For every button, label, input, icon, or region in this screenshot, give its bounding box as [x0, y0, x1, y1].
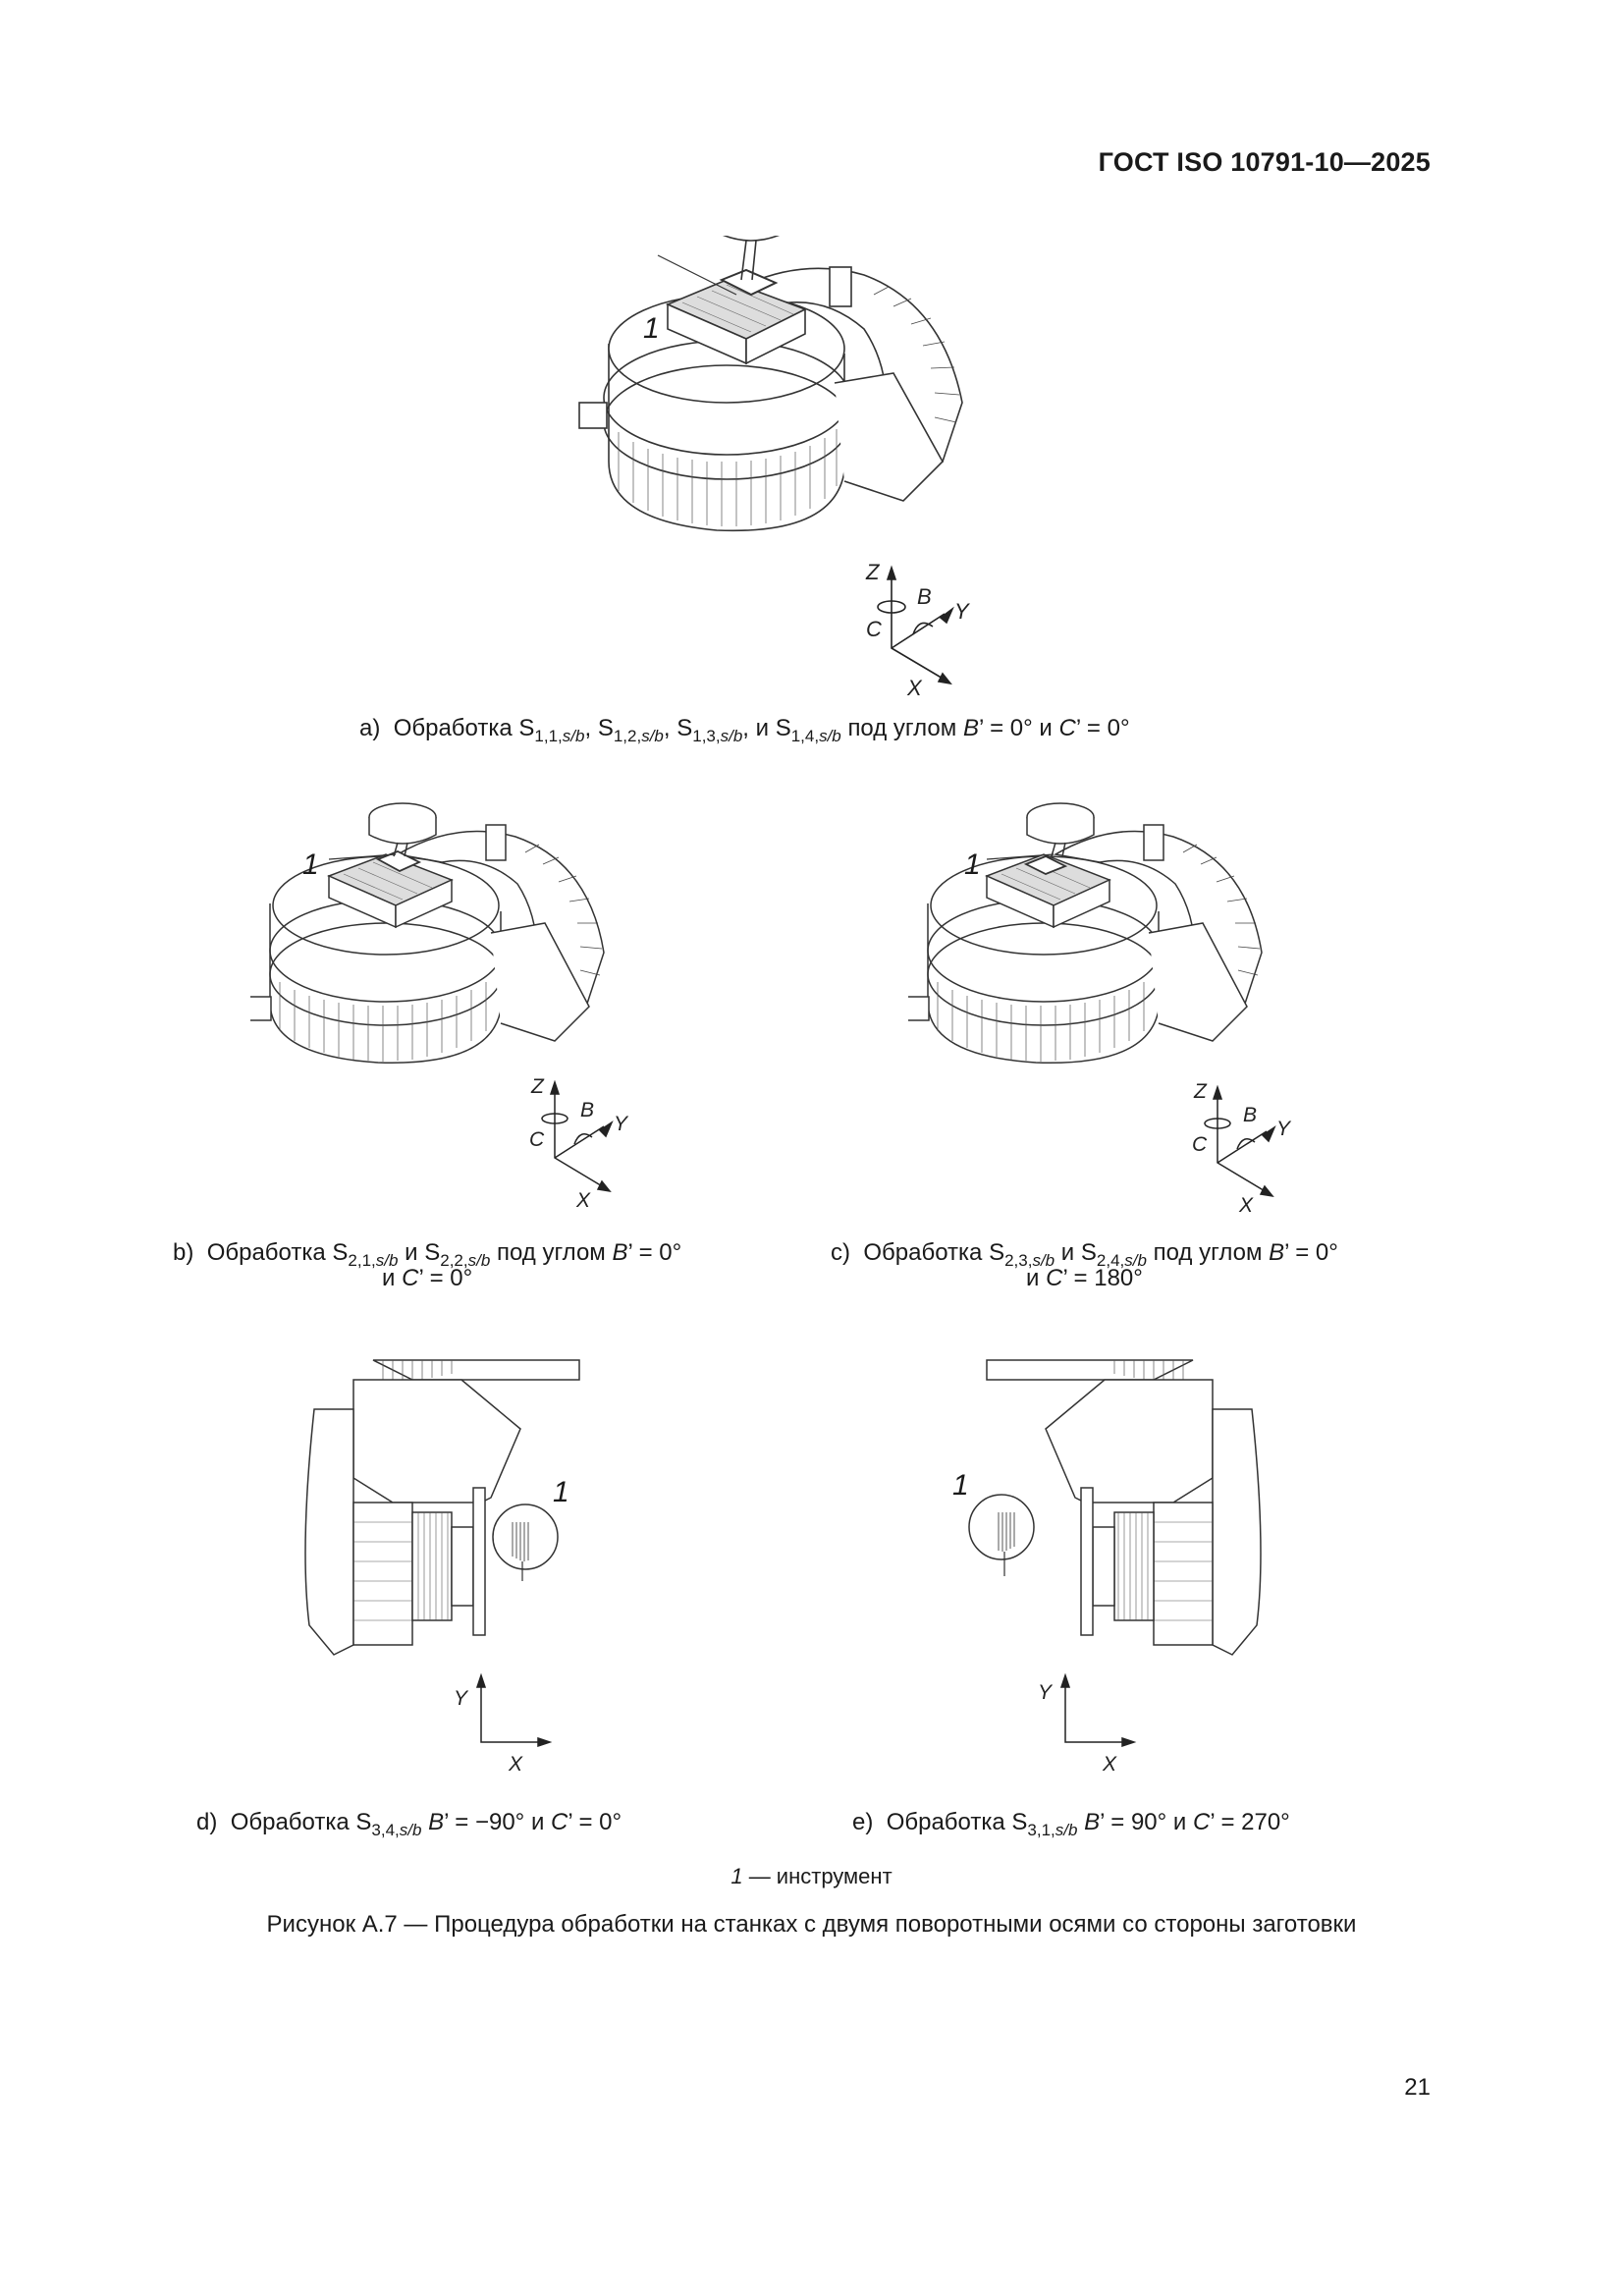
figure-d-axis-x-label: X — [509, 1753, 523, 1776]
caption-c-value: ’ = 0° — [1075, 715, 1130, 741]
caption-subscript-italic: s/b — [641, 727, 664, 745]
figure-c-tool-label: 1 — [964, 848, 981, 881]
caption-subscript: 1,2, — [613, 727, 642, 745]
figure-b-axis-x-label: X — [576, 1189, 591, 1212]
figure-b-caption — [173, 1239, 681, 1292]
caption-c-variable: C — [1046, 1265, 1063, 1291]
caption-subscript-italic: s/b — [1032, 1251, 1055, 1270]
caption-b-variable: B — [962, 715, 979, 741]
figure-d-axis-y-label: Y — [454, 1687, 468, 1710]
caption-symbol: S — [597, 715, 614, 741]
caption-c-variable: C — [1193, 1809, 1211, 1835]
caption-subscript-italic: s/b — [1055, 1821, 1078, 1839]
figure-a-axis-z-label: Z — [866, 560, 880, 584]
caption-subscript: 2,4, — [1096, 1251, 1125, 1270]
caption-subscript-italic: s/b — [1124, 1251, 1147, 1270]
caption-conjunction: и — [530, 1809, 545, 1835]
caption-symbol: S — [775, 715, 791, 741]
figure-c-axis-x-label: X — [1239, 1194, 1254, 1217]
caption-subscript: 2,1, — [348, 1251, 376, 1270]
caption-conjunction: и — [405, 1239, 418, 1266]
caption-prefix: d) — [196, 1809, 218, 1835]
figure-title: Рисунок А.7 — Процедура обработки на станках с двумя поворотными осями со стороны заготовки — [266, 1911, 1357, 1938]
figure-a-axis-x-label: X — [907, 676, 922, 700]
caption-text: Обработка — [863, 1239, 983, 1266]
caption-b-value: ’ = 0° — [1284, 1239, 1338, 1266]
caption-c-value: ’ = 180° — [1062, 1265, 1143, 1291]
caption-subscript-italic: s/b — [562, 727, 585, 745]
caption-subscript: 2,3, — [1004, 1251, 1033, 1270]
caption-b-value: ’ = 0° — [978, 715, 1033, 741]
caption-conjunction: и — [1172, 1809, 1187, 1835]
caption-conjunction: и — [1060, 1239, 1075, 1266]
caption-subscript-italic: s/b — [399, 1821, 422, 1839]
figure-a-caption — [359, 715, 1130, 745]
caption-b-variable: B — [612, 1239, 628, 1266]
caption-symbol: S — [518, 715, 535, 741]
figure-c-caption — [831, 1239, 1338, 1292]
legend-text: — инструмент — [742, 1864, 893, 1888]
caption-text: Обработка — [230, 1809, 350, 1835]
caption-subscript: 2,2, — [440, 1251, 468, 1270]
caption-c-value: ’ = 0° — [418, 1265, 473, 1291]
figure-a-axis-triad — [856, 560, 974, 707]
figure-b-axis-c-label: C — [529, 1128, 545, 1151]
figure-b-axis-b-label: B — [580, 1099, 595, 1121]
legend-number: 1 — [730, 1864, 743, 1888]
caption-conjunction: и — [1039, 715, 1053, 741]
document-header: ГОСТ ISO 10791-10—2025 — [1098, 147, 1431, 177]
figure-b-axis-triad — [523, 1075, 631, 1213]
figure-b-axis-y-label: Y — [614, 1113, 628, 1135]
caption-text: Обработка — [886, 1809, 1005, 1835]
figure-b-tool-label: 1 — [302, 848, 319, 881]
caption-subscript: 3,4, — [371, 1821, 400, 1839]
caption-separator: , и — [742, 715, 770, 741]
figure-e-machine-drawing — [957, 1350, 1271, 1684]
figure-c-axis-c-label: C — [1192, 1133, 1208, 1156]
figure-c-axis-y-label: Y — [1276, 1118, 1291, 1140]
figure-a-axis-y-label: Y — [954, 599, 969, 624]
caption-c-value: ’ = 270° — [1210, 1809, 1290, 1835]
figure-d-axis-pair — [452, 1669, 569, 1777]
caption-subscript: 1,3, — [692, 727, 721, 745]
figure-e-axis-x-label: X — [1103, 1753, 1117, 1776]
figure-c-axis-triad — [1186, 1080, 1294, 1218]
caption-b-variable: B — [428, 1809, 445, 1835]
caption-conjunction: и — [1026, 1265, 1040, 1291]
caption-separator: , — [584, 715, 592, 741]
caption-symbol: S — [355, 1809, 372, 1835]
caption-conjunction: и — [382, 1265, 396, 1291]
figure-a-tool-label: 1 — [643, 312, 660, 345]
caption-subscript-italic: s/b — [467, 1251, 491, 1270]
caption-second-line — [831, 1265, 1338, 1292]
caption-b-value: ’ = 90° — [1100, 1809, 1167, 1835]
figure-e-axis-y-label: Y — [1038, 1681, 1053, 1704]
caption-subscript-italic: s/b — [375, 1251, 399, 1270]
caption-subscript: 3,1, — [1027, 1821, 1055, 1839]
caption-prefix: c) — [831, 1239, 850, 1266]
caption-angle-text: под углом — [496, 1239, 606, 1266]
caption-b-value: ’ = 0° — [627, 1239, 682, 1266]
figure-e-axis-pair — [1036, 1669, 1154, 1777]
figure-b-axis-z-label: Z — [531, 1075, 544, 1098]
caption-subscript-italic: s/b — [819, 727, 841, 745]
caption-c-variable: C — [1058, 715, 1076, 741]
caption-b-variable: B — [1084, 1809, 1101, 1835]
caption-symbol: S — [989, 1239, 1005, 1266]
caption-c-value: ’ = 0° — [568, 1809, 622, 1835]
figure-d-caption — [196, 1809, 622, 1839]
page-number: 21 — [1404, 2074, 1431, 2101]
caption-prefix: а) — [359, 715, 381, 741]
caption-symbol: S — [424, 1239, 441, 1266]
caption-subscript-italic: s/b — [720, 727, 743, 745]
figure-c-axis-z-label: Z — [1194, 1080, 1207, 1103]
caption-text: Обработка — [206, 1239, 326, 1266]
caption-angle-text: под углом — [1153, 1239, 1263, 1266]
caption-symbol: S — [676, 715, 693, 741]
caption-angle-text: под углом — [847, 715, 957, 741]
caption-symbol: S — [332, 1239, 349, 1266]
caption-c-variable: C — [551, 1809, 568, 1835]
figure-a-axis-b-label: B — [917, 584, 932, 609]
caption-symbol: S — [1011, 1809, 1028, 1835]
figure-c-axis-b-label: B — [1243, 1104, 1258, 1126]
figure-legend — [0, 1864, 1623, 1889]
figure-e-caption — [852, 1809, 1290, 1839]
caption-c-variable: C — [402, 1265, 419, 1291]
caption-second-line — [173, 1265, 681, 1292]
caption-prefix: b) — [173, 1239, 194, 1266]
figure-a-axis-c-label: C — [866, 617, 882, 641]
figure-d-machine-drawing — [295, 1350, 609, 1684]
caption-prefix: e) — [852, 1809, 874, 1835]
figure-d-tool-label: 1 — [553, 1476, 569, 1508]
caption-b-variable: B — [1269, 1239, 1285, 1266]
caption-separator: , — [663, 715, 671, 741]
figure-e-tool-label: 1 — [952, 1469, 969, 1502]
caption-subscript: 1,1, — [534, 727, 563, 745]
caption-subscript: 1,4, — [790, 727, 820, 745]
caption-b-value: ’ = −90° — [444, 1809, 525, 1835]
caption-symbol: S — [1080, 1239, 1097, 1266]
caption-text: Обработка — [393, 715, 513, 741]
